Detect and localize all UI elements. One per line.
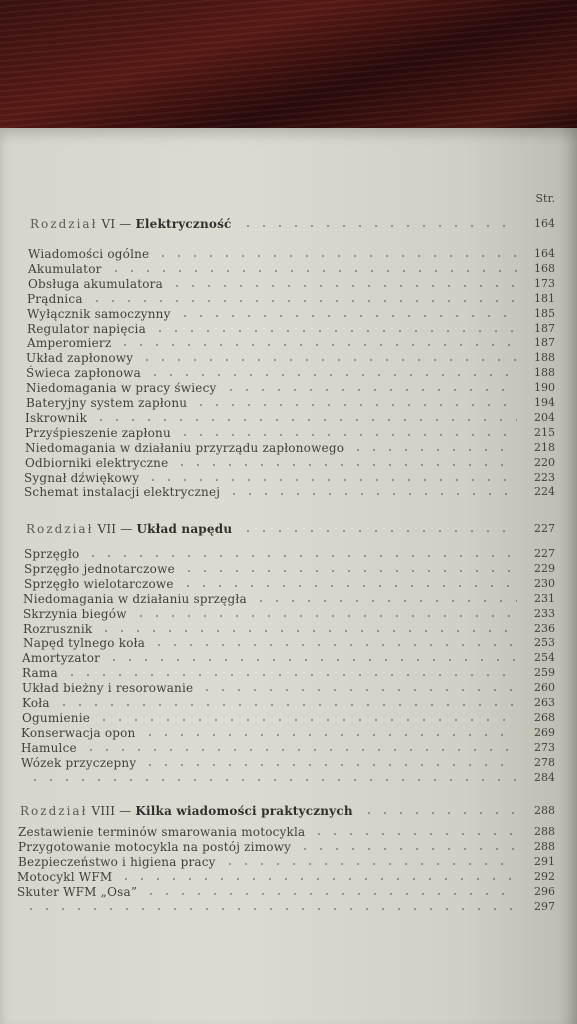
- toc-entry: Niedomagania w pracy świecy: [26, 381, 217, 395]
- toc-entry: Przyśpieszenie zapłonu: [25, 426, 171, 440]
- chapter-word: Rozdział: [20, 804, 88, 818]
- leader-dots: [180, 585, 517, 587]
- toc-entry-page: 288: [534, 825, 555, 838]
- toc-entry: Wiadomości ogólne: [28, 247, 150, 261]
- leader-dots: [297, 848, 517, 850]
- page-column-header: Str.: [535, 192, 555, 205]
- toc-entry: Bezpieczeństwo i higiena pracy: [18, 855, 216, 869]
- leader-dots: [169, 285, 517, 287]
- toc-entry-page: 187: [534, 322, 555, 335]
- toc-entry-page: 231: [534, 592, 555, 605]
- chapter-number: VI: [101, 217, 116, 231]
- toc-entry: Sprzęgło jednotarczowe: [24, 562, 175, 576]
- toc-entry: Iskrownik: [25, 411, 88, 425]
- leader-dots: [350, 449, 517, 451]
- leader-dots: [147, 374, 517, 376]
- leader-dots: [89, 300, 517, 302]
- toc-entry-page: 224: [534, 485, 555, 498]
- leader-dots: [143, 893, 517, 895]
- toc-entry: Sprzęgło: [24, 547, 80, 561]
- toc-entry: Skrzynia biegów: [23, 607, 127, 621]
- leader-dots: [177, 315, 517, 317]
- toc-entry-page: 253: [534, 636, 555, 649]
- leader-dots: [133, 615, 517, 617]
- chapter-separator: —: [115, 804, 136, 818]
- toc-entry-page: 269: [534, 726, 555, 739]
- toc-entry-page: 185: [534, 307, 555, 320]
- chapter-title: Układ napędu: [136, 522, 233, 536]
- toc-entry: Prądnica: [27, 292, 83, 306]
- toc-entry-page: 187: [534, 336, 555, 349]
- toc-entry: Rama: [22, 666, 58, 680]
- leader-dots: [145, 479, 517, 481]
- toc-entry-page: 227: [534, 547, 555, 560]
- toc-entry: Konserwacja opon: [21, 726, 136, 740]
- leader-dots: [240, 530, 517, 532]
- chapter-separator: —: [115, 217, 136, 231]
- chapter-title: Kilka wiadomości praktycznych: [135, 804, 353, 818]
- leader-dots: [226, 493, 517, 495]
- leader-dots: [152, 330, 517, 332]
- chapter-number: VII: [97, 522, 117, 536]
- toc-entry: Zestawienie terminów smarowania motocykla: [18, 825, 306, 839]
- leader-dots: [98, 630, 517, 632]
- chapter-word: Rozdział: [30, 217, 98, 231]
- toc-entry: Napęd tylnego koła: [23, 636, 146, 650]
- leader-dots: [83, 749, 517, 751]
- chapter-word: Rozdział: [26, 522, 94, 536]
- toc-entry: Hamulce: [21, 741, 77, 755]
- leader-dots: [240, 225, 517, 227]
- toc-entry-page: 263: [534, 696, 555, 709]
- chapter-number: VIII: [91, 804, 116, 818]
- toc-entry: Obsługa akumulatora: [28, 277, 163, 291]
- chapter-page-number: 227: [534, 522, 555, 535]
- leader-dots: [151, 644, 517, 646]
- toc-entry: Niedomagania w działaniu sprzęgła: [23, 592, 247, 606]
- leader-dots: [193, 404, 517, 406]
- toc-entry: Skuter WFM „Osa”: [17, 885, 138, 899]
- leader-dots: [361, 812, 517, 814]
- toc-entry-page: 190: [534, 381, 555, 394]
- toc-entry-page: 296: [534, 885, 555, 898]
- toc-entry-page: 297: [534, 900, 555, 913]
- toc-entry: Przygotowanie motocykla na postój zimowy: [18, 840, 292, 854]
- toc-entry-page: 164: [534, 247, 555, 260]
- toc-entry-page: 259: [534, 666, 555, 679]
- toc-entry-page: 223: [534, 471, 555, 484]
- chapter-heading: [30, 217, 232, 231]
- leader-dots: [199, 689, 517, 691]
- toc-entry: Ogumienie: [22, 711, 91, 725]
- toc-entry-page: 233: [534, 607, 555, 620]
- leader-dots: [311, 833, 517, 835]
- toc-entry-page: 278: [534, 756, 555, 769]
- toc-entry-page: 181: [534, 292, 555, 305]
- toc-entry-page: 236: [534, 622, 555, 635]
- toc-entry-page: 268: [534, 711, 555, 724]
- toc-entry-page: 188: [534, 366, 555, 379]
- toc-entry: Sprzęgło wielotarczowe: [24, 577, 174, 591]
- toc-entry-page: 273: [534, 741, 555, 754]
- leader-dots: [174, 464, 517, 466]
- toc-entry: Wózek przyczepny: [21, 756, 137, 770]
- toc-entry-page: 204: [534, 411, 555, 424]
- toc-entry-page: 288: [534, 840, 555, 853]
- toc-entry-page: 284: [534, 771, 555, 784]
- leader-dots: [23, 908, 517, 910]
- leader-dots: [118, 878, 517, 880]
- toc-entry: Motocykl WFM: [17, 870, 113, 884]
- toc-entry-page: 291: [534, 855, 555, 868]
- leader-dots: [253, 600, 517, 602]
- chapter-page-number: 164: [534, 217, 555, 230]
- toc-entry-page: 218: [534, 441, 555, 454]
- toc-entry: Amortyzator: [22, 651, 101, 665]
- chapter-heading: [26, 522, 232, 536]
- toc-entry-page: 230: [534, 577, 555, 590]
- toc-entry: Odbiorniki elektryczne: [25, 456, 169, 470]
- toc-entry-page: 168: [534, 262, 555, 275]
- toc-entry-page: 220: [534, 456, 555, 469]
- toc-entry: Schemat instalacji elektrycznej: [24, 485, 221, 499]
- toc-entry: Sygnał dźwiękowy: [24, 471, 140, 485]
- leader-dots: [117, 344, 517, 346]
- wood-grain-texture: [0, 0, 577, 140]
- toc-entry: Świeca zapłonowa: [26, 366, 141, 380]
- toc-entry: Wyłącznik samoczynny: [27, 307, 171, 321]
- toc-entry-page: 173: [534, 277, 555, 290]
- toc-entry: Amperomierz: [27, 336, 112, 350]
- leader-dots: [142, 764, 517, 766]
- toc-entry-page: 215: [534, 426, 555, 439]
- leader-dots: [56, 704, 517, 706]
- toc-entry: Rozrusznik: [23, 622, 93, 636]
- leader-dots: [155, 255, 517, 257]
- toc-entry: Akumulator: [28, 262, 102, 276]
- leader-dots: [222, 863, 517, 865]
- chapter-page-number: 288: [534, 804, 555, 817]
- leader-dots: [177, 434, 517, 436]
- leader-dots: [108, 270, 517, 272]
- leader-dots: [223, 389, 518, 391]
- leader-dots: [85, 555, 517, 557]
- toc-entry: Regulator napięcia: [27, 322, 146, 336]
- leader-dots: [64, 674, 517, 676]
- page-shadow-edge: [559, 128, 577, 1024]
- toc-entry-page: 229: [534, 562, 555, 575]
- toc-entry-page: 260: [534, 681, 555, 694]
- chapter-heading: [20, 804, 353, 818]
- toc-entry: Układ zapłonowy: [26, 351, 134, 365]
- toc-entry-page: 292: [534, 870, 555, 883]
- leader-dots: [181, 570, 517, 572]
- chapter-title: Elektryczność: [135, 217, 232, 231]
- leader-dots: [139, 359, 517, 361]
- leader-dots: [142, 734, 518, 736]
- toc-entry: Niedomagania w działaniu przyrządu zapłonowego: [25, 441, 345, 455]
- leader-dots: [96, 719, 517, 721]
- toc-entry-page: 194: [534, 396, 555, 409]
- leader-dots: [93, 419, 517, 421]
- chapter-separator: —: [116, 522, 137, 536]
- toc-entry: Koła: [22, 696, 50, 710]
- toc-entry: Układ bieżny i resorowanie: [22, 681, 194, 695]
- toc-entry-page: 188: [534, 351, 555, 364]
- toc-entry-page: 254: [534, 651, 555, 664]
- leader-dots: [106, 659, 517, 661]
- toc-entry: Bateryjny system zapłonu: [26, 396, 188, 410]
- leader-dots: [27, 779, 517, 781]
